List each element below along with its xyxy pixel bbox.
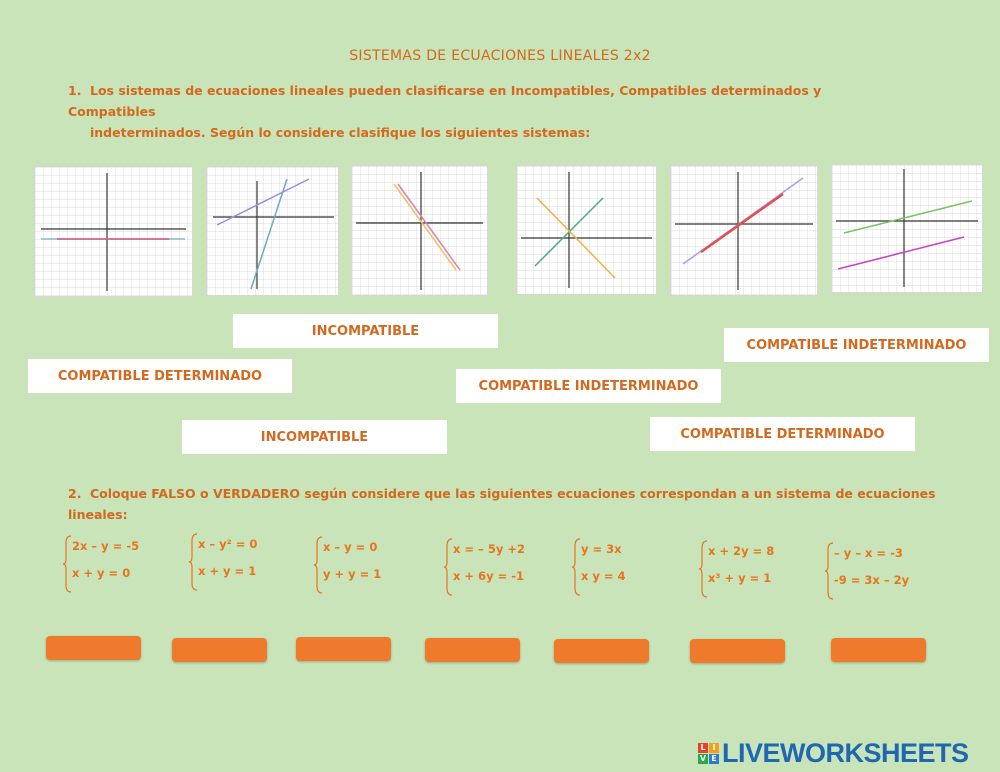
graph-4-svg: [517, 166, 656, 294]
liveworksheets-logo[interactable]: [698, 737, 969, 768]
answer-dropdown-5[interactable]: [554, 639, 649, 663]
answer-dropdown-6[interactable]: [690, 639, 785, 663]
question-1-text-line2: indeterminados. Según lo considere clasifique los siguientes sistemas:: [90, 125, 591, 140]
system-2-eq1: x – y² = 0: [198, 537, 258, 551]
system-6: [698, 540, 798, 600]
system-4-eq1: x = – 5y +2: [453, 542, 525, 556]
answer-incompatible-1[interactable]: INCOMPATIBLE: [233, 314, 498, 348]
answer-compatible-determinado-1[interactable]: COMPATIBLE DETERMINADO: [28, 359, 292, 393]
graph-3[interactable]: [351, 165, 488, 296]
brace-icon: [443, 538, 453, 596]
graph-5-svg: [671, 166, 817, 295]
brace-icon: [313, 536, 323, 594]
brace-icon: [62, 535, 72, 593]
page-title: SISTEMAS DE ECUACIONES LINEALES 2x2: [349, 48, 651, 64]
system-4: [443, 538, 553, 598]
system-2: [188, 533, 288, 593]
system-5-eq2: x y = 4: [581, 569, 626, 583]
brace-icon: [698, 540, 708, 598]
brace-icon: [188, 533, 198, 591]
graph-1-svg: [35, 167, 192, 296]
answer-dropdown-7[interactable]: [831, 638, 926, 662]
system-1-eq1: 2x – y = -5: [72, 539, 140, 553]
brace-icon: [824, 542, 834, 600]
graph-6[interactable]: [831, 164, 983, 293]
answer-compatible-determinado-2[interactable]: COMPATIBLE DETERMINADO: [650, 417, 915, 451]
system-1-eq2: x + y = 0: [72, 566, 131, 580]
answer-dropdown-4[interactable]: [425, 638, 520, 662]
system-7-eq2: -9 = 3x – 2y: [834, 573, 910, 587]
question-1: [68, 80, 888, 143]
system-3: [313, 536, 413, 596]
question-2-number: 2.: [68, 486, 82, 501]
answer-compatible-indeterminado-2[interactable]: COMPATIBLE INDETERMINADO: [456, 369, 721, 403]
system-6-eq2: x³ + y = 1: [708, 571, 772, 585]
logo-badge-e: E: [709, 754, 719, 764]
graph-3-svg: [352, 166, 487, 295]
graph-4[interactable]: [516, 165, 657, 295]
system-7: [824, 542, 934, 602]
question-1-number: 1.: [68, 83, 82, 98]
system-2-eq2: x + y = 1: [198, 564, 257, 578]
answer-dropdown-3[interactable]: [296, 637, 391, 661]
question-1-text-line1: Los sistemas de ecuaciones lineales pueden clasificarse en Incompatibles, Compatibles determinados y Compatibles: [68, 83, 822, 119]
system-5-eq1: y = 3x: [581, 542, 622, 556]
system-7-eq1: – y – x = -3: [834, 546, 903, 560]
graph-2[interactable]: [206, 166, 339, 296]
answer-dropdown-2[interactable]: [172, 638, 267, 662]
graph-2-svg: [207, 167, 338, 295]
question-2-text: Coloque FALSO o VERDADERO según considere que las siguientes ecuaciones correspondan a un sistema de ecuaciones lineales:: [68, 486, 936, 522]
system-4-eq2: x + 6y = -1: [453, 569, 524, 583]
answer-dropdown-1[interactable]: [46, 636, 141, 660]
answer-incompatible-2[interactable]: INCOMPATIBLE: [182, 420, 447, 454]
system-3-eq1: x – y = 0: [323, 540, 378, 554]
system-6-eq1: x + 2y = 8: [708, 544, 775, 558]
logo-badge-icon: [698, 743, 719, 764]
graph-1[interactable]: [34, 166, 193, 297]
system-3-eq2: y + y = 1: [323, 567, 382, 581]
logo-text: LIVEWORKSHEETS: [722, 737, 969, 768]
question-2: [68, 483, 978, 525]
logo-badge-l: L: [698, 743, 708, 753]
graph-6-svg: [832, 165, 982, 292]
logo-badge-i: I: [709, 743, 719, 753]
system-5: [571, 538, 661, 598]
answer-compatible-indeterminado-1[interactable]: COMPATIBLE INDETERMINADO: [724, 328, 989, 362]
logo-badge-v: V: [699, 753, 707, 763]
system-1: [62, 535, 162, 595]
brace-icon: [571, 538, 581, 596]
graph-5[interactable]: [670, 165, 818, 296]
